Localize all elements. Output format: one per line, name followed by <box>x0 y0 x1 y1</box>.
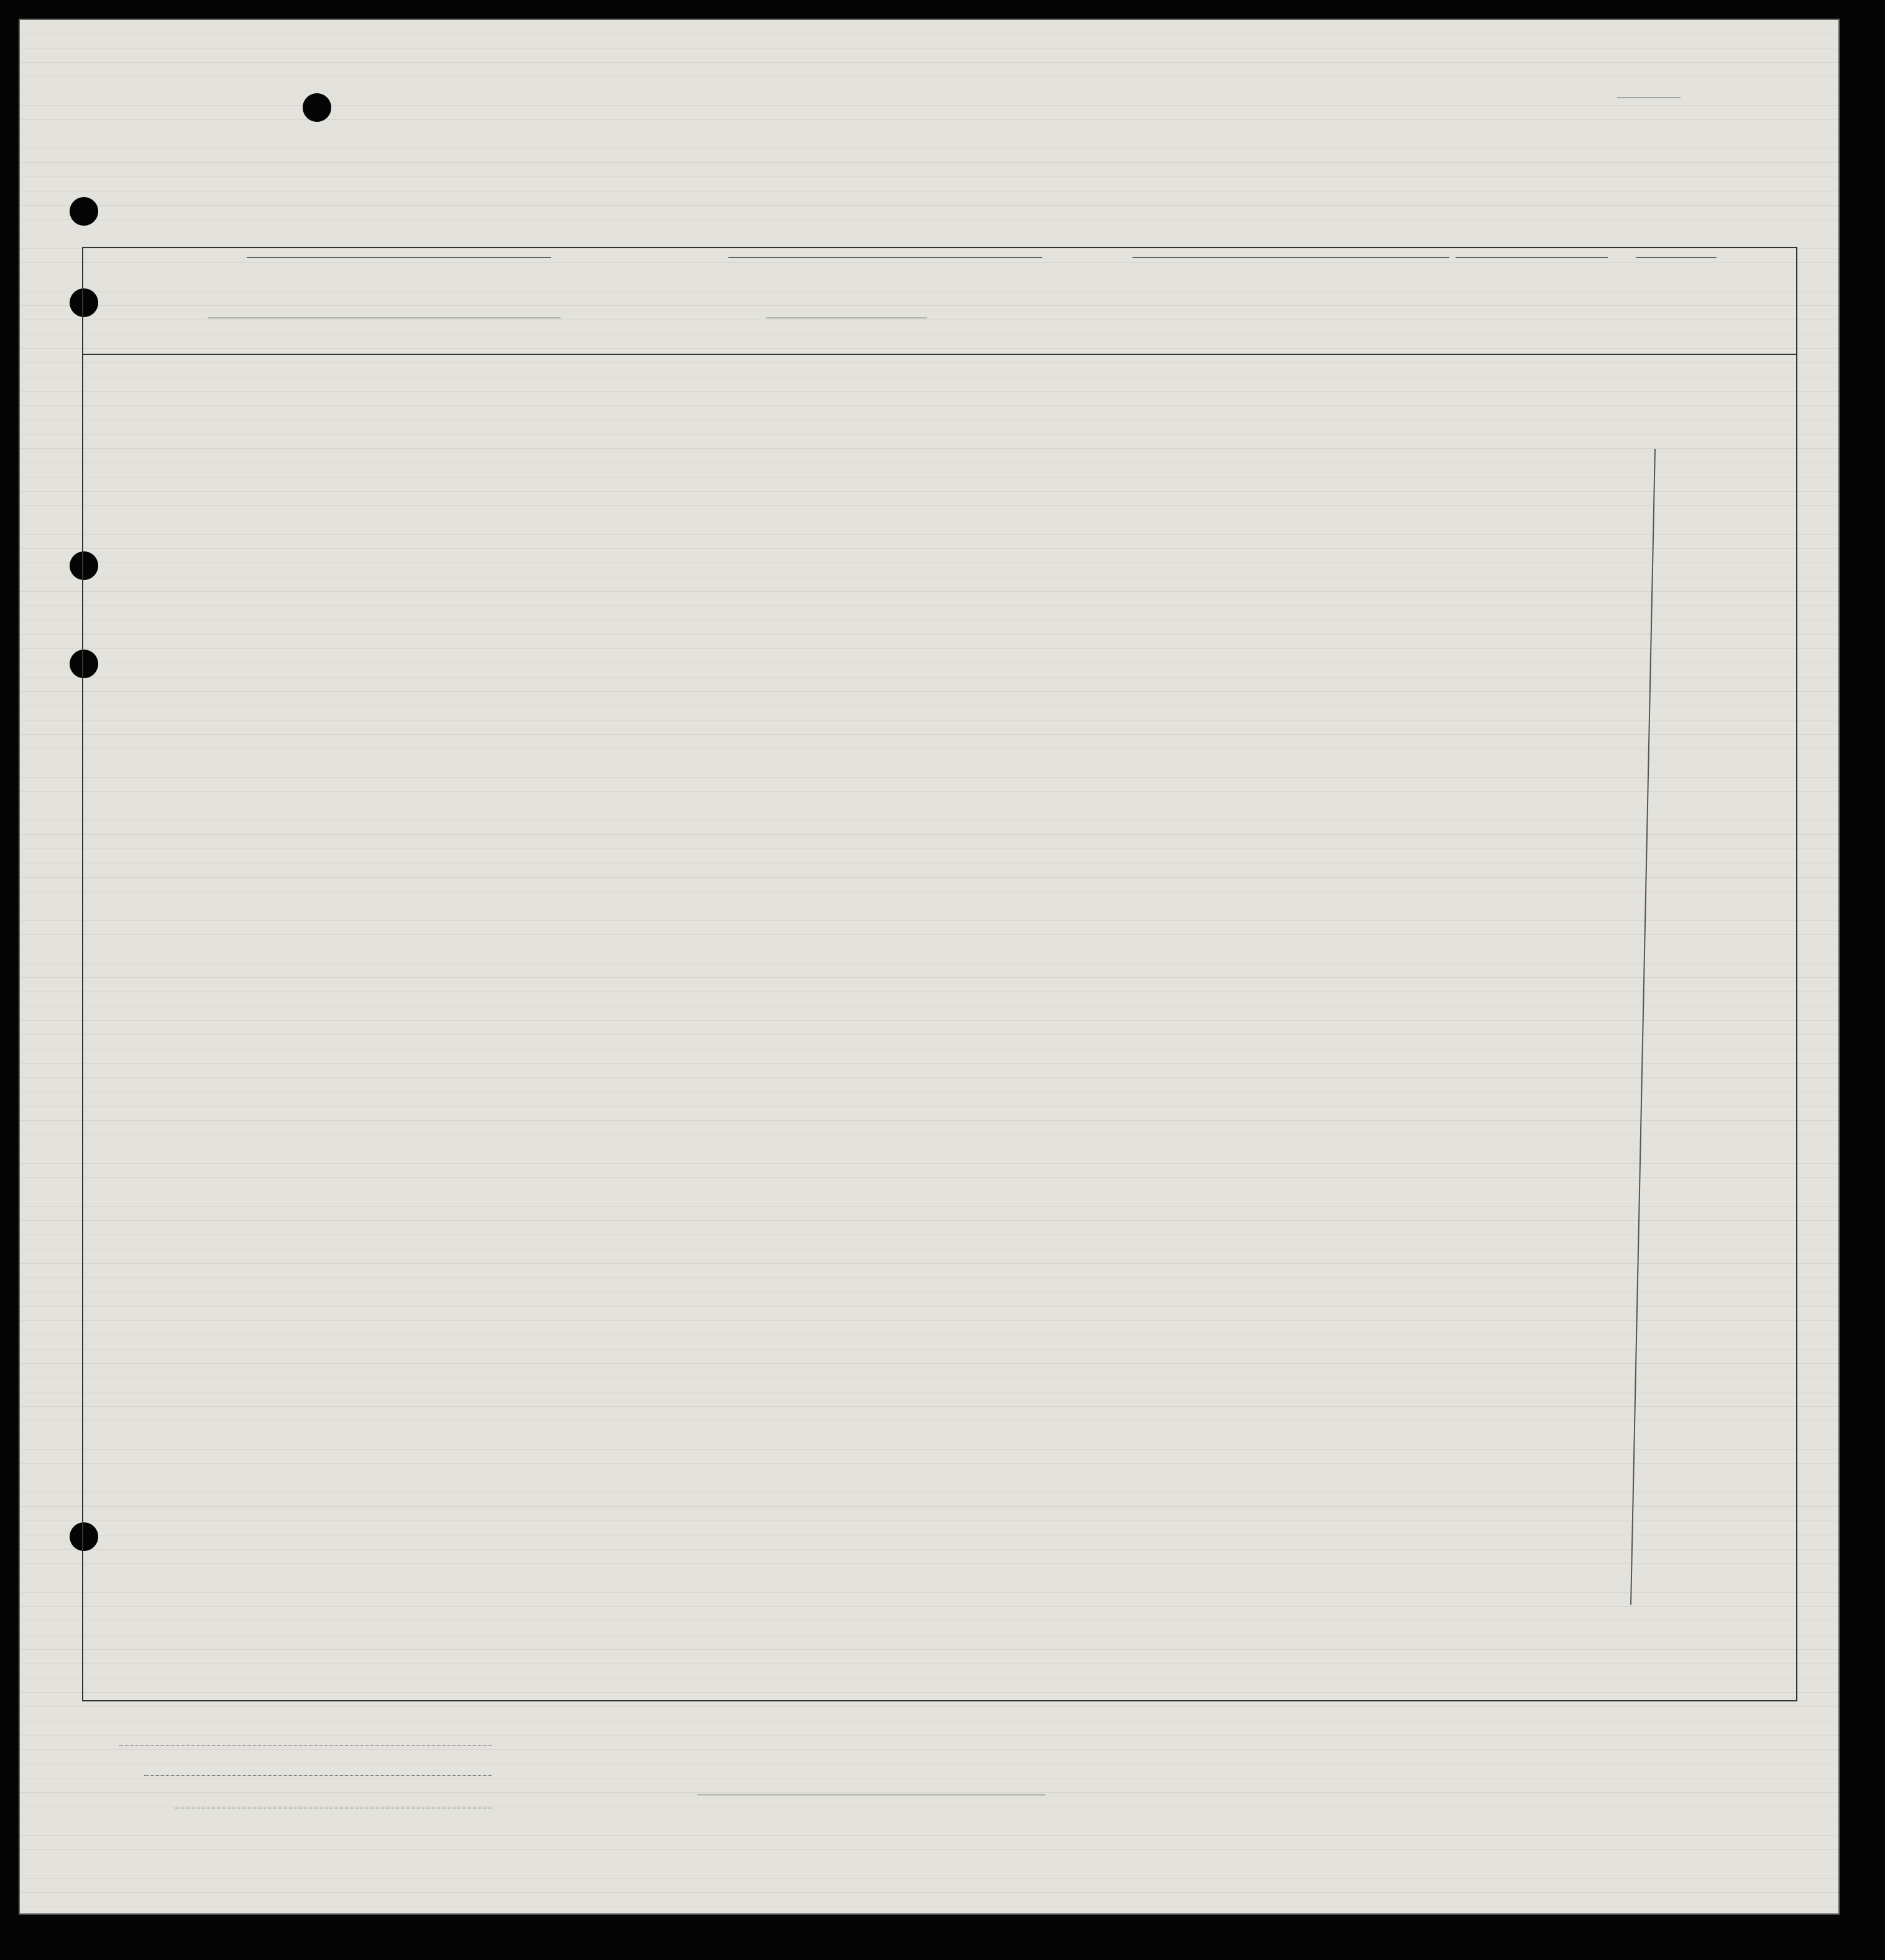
header-divider <box>83 354 1796 355</box>
punch-hole <box>70 197 98 226</box>
punch-hole <box>303 93 331 122</box>
sheet-number <box>1617 88 1681 102</box>
owners-underline <box>144 1775 492 1776</box>
crew-table <box>82 247 1797 1701</box>
manifest-sheet <box>19 19 1840 1915</box>
